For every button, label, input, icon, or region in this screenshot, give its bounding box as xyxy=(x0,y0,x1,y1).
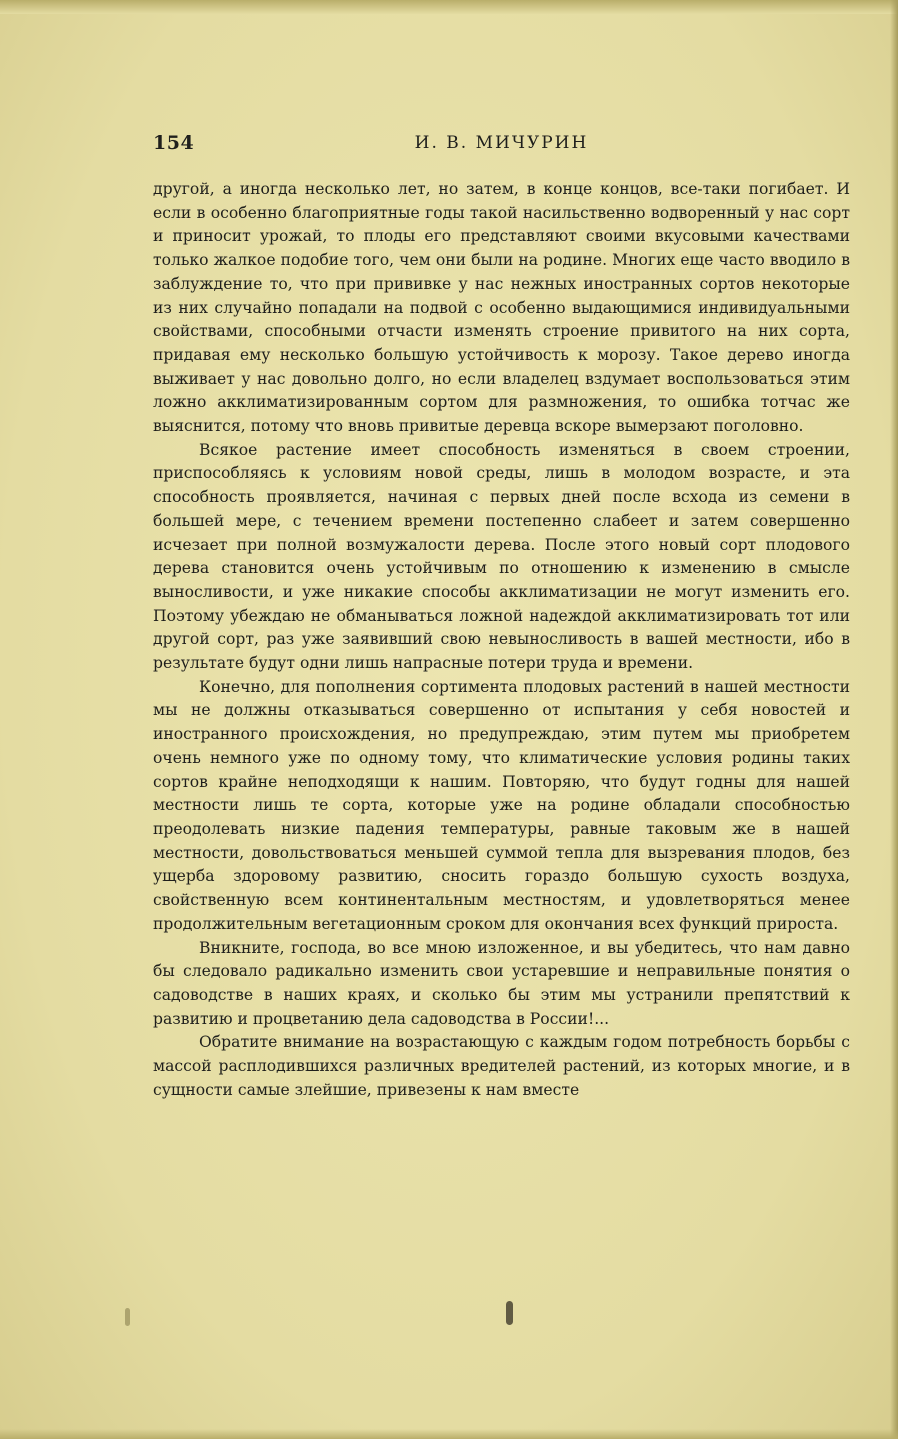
paragraph-continued: другой, а иногда несколько лет, но затем, в конце концов, все-таки погибает. И если в особенно благоприятные годы такой насильственно водворенный у нас сорт и приносит урожай, то плоды его представляют своими вкусовыми качествами только жалкое подобие того, чем они были на родине. Многих еще часто вводило в заблуждение то, что при прививке у нас нежных иностранных сортов некоторые из них случайно попадали на подвой с особенно выдающимися индивидуальными свойствами, способными отчасти изменять строение привитого на них сорта, придавая ему несколько большую устойчивость к морозу. Такое дерево иногда выживает у нас довольно долго, но если владелец вздумает воспользоваться этим ложно акклиматизированным сортом для размножения, то ошибка тотчас же выяснится, потому что вновь привитые деревца вскоре вымерзают поголовно. xyxy=(153,180,850,436)
scan-smudge xyxy=(125,1308,130,1326)
ink-blot xyxy=(506,1301,513,1325)
paragraph: Всякое растение имеет способность изменяться в своем строении, приспособляясь к условиям новой среды, лишь в молодом возрасте, и эта способность проявляется, начиная с первых дней после всхода из семени в большей мере, с течением времени постепенно слабеет и затем совершенно исчезает при полной возмужалости дерева. После этого новый сорт плодового дерева становится очень устойчивым по отношению к изменению в смысле выносливости, и уже никакие способы акклиматизации не могут изменить его. Поэтому убеждаю не обманываться ложной надеждой акклиматизировать тот или другой сорт, раз уже заявивший свою невыносливость в вашей местности, ибо в результате будут одни лишь напрасные потери труда и времени. xyxy=(153,440,850,673)
body-text xyxy=(153,178,850,1102)
paragraph: Вникните, господа, во все мною изложенное, и вы убедитесь, что нам давно бы следовало радикально изменить свои устаревшие и неправильные понятия о садоводстве в наших краях, и сколько бы этим мы устранили препятствий к развитию и процветанию дела садоводства в России!... xyxy=(153,938,850,1028)
page-header xyxy=(153,130,850,158)
paragraph: Обратите внимание на возрастающую с каждым годом потребность борьбы с массой расплодившихся различных вредителей растений, из которых многие, и в сущности самые злейшие, привезены к нам вместе xyxy=(153,1033,850,1099)
running-head: И. В. МИЧУРИН xyxy=(414,133,589,153)
page-top-edge xyxy=(0,0,898,14)
page-right-edge xyxy=(890,0,898,1439)
page-number: 154 xyxy=(153,132,195,154)
paragraph: Конечно, для пополнения сортимента плодовых растений в нашей местности мы не должны отказываться совершенно от испытания у себя новостей и иностранного происхождения, но предупреждаю, этим путем мы приобретем очень немного уже по одному тому, что климатические условия родины таких сортов крайне неподходящи к нашим. Повторяю, что будут годны для нашей местности лишь те сорта, которые уже на родине обладали способностью преодолевать низкие падения температуры, равные таковым же в нашей местности, довольствоваться меньшей суммой тепла для вызревания плодов, без ущерба здоровому развитию, сносить гораздо большую сухость воздуха, свойственную всем континентальным местностям, и удовлетворяться менее продолжительным вегетационным сроком для окончания всех функций прироста. xyxy=(153,677,850,933)
page-bottom-edge xyxy=(0,1429,898,1439)
